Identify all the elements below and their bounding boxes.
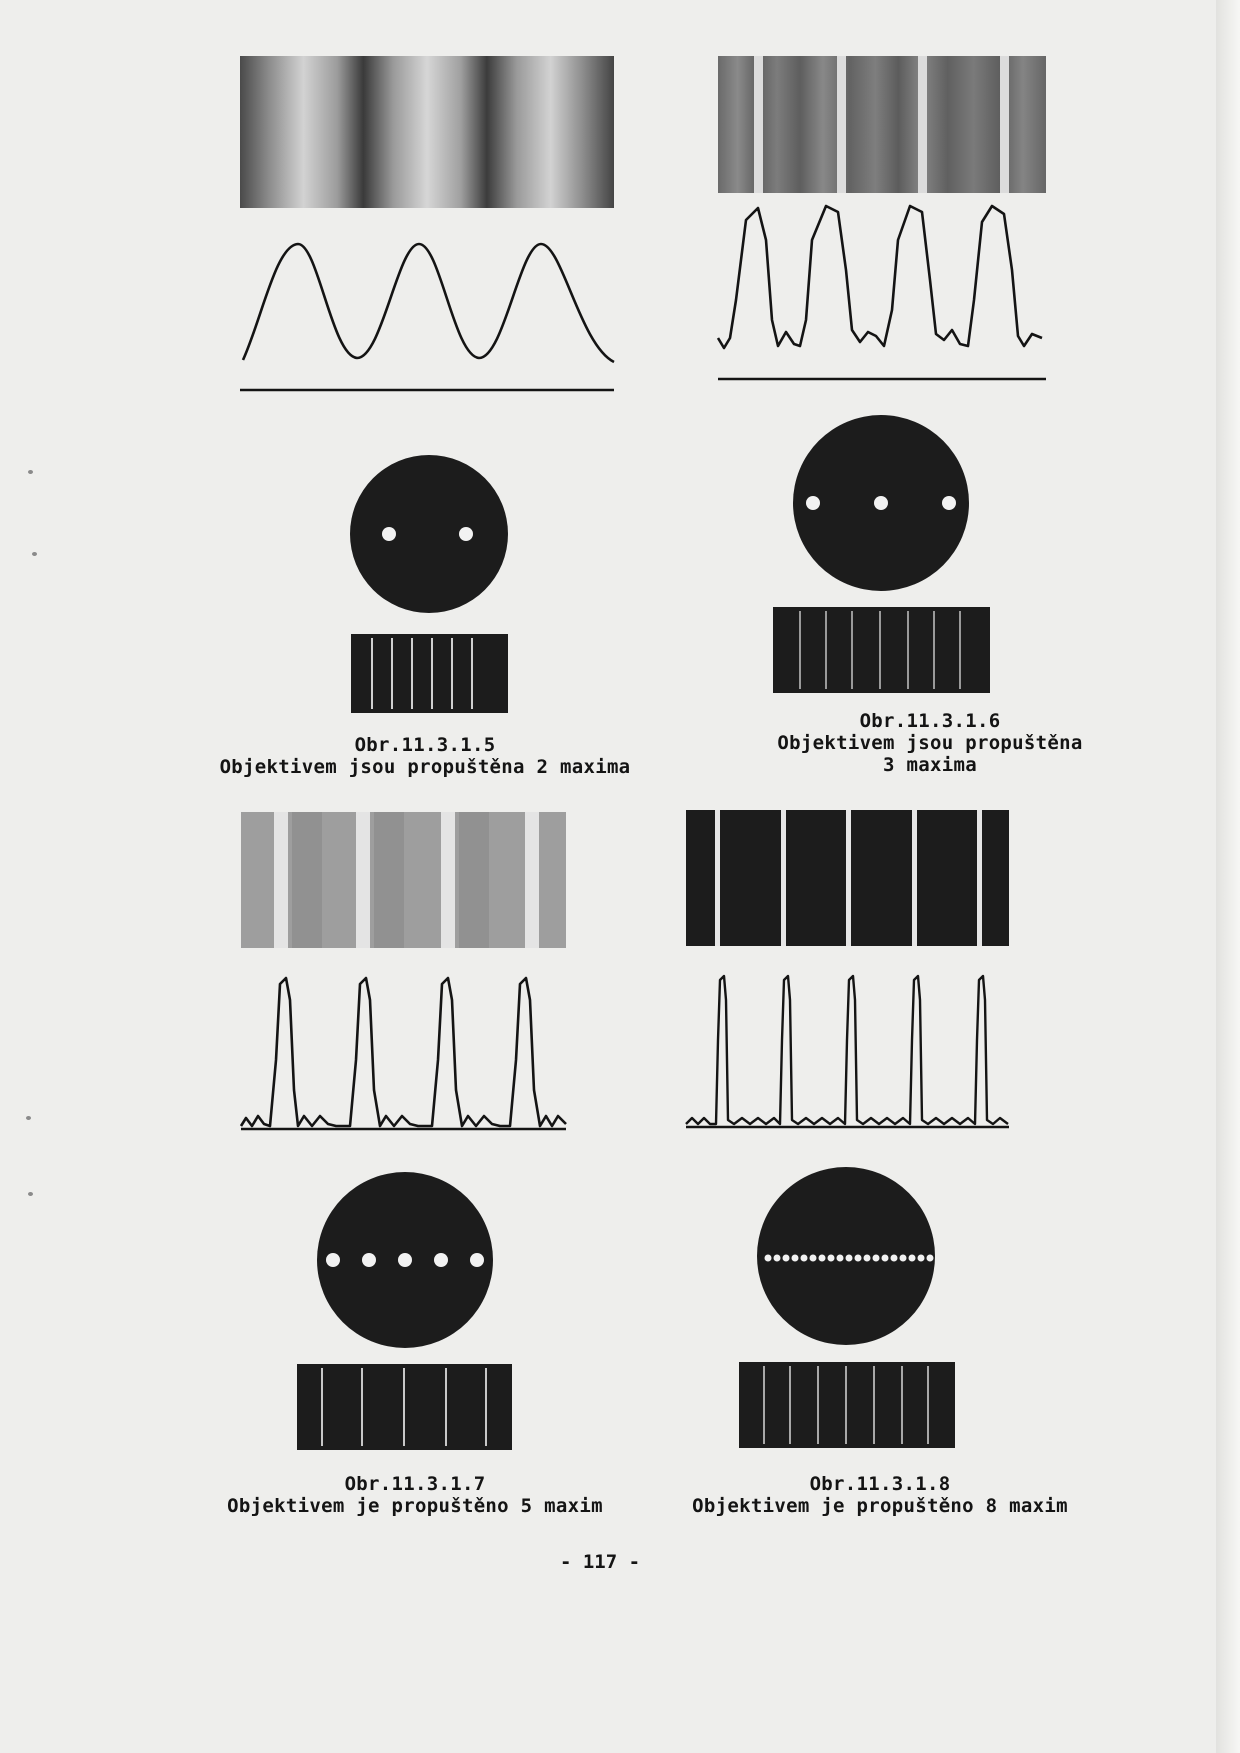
grating-object: [773, 607, 990, 693]
figure-label: Obr.11.3.1.5: [354, 734, 496, 756]
caption-11-3-1-8: [640, 1473, 1120, 1517]
caption-11-3-1-7: [190, 1473, 640, 1517]
diffraction-maximum: [382, 527, 396, 541]
figure-label: Obr.11.3.1.6: [859, 710, 1001, 732]
figure-11-3-1-6: [718, 56, 1046, 693]
figure-11-3-1-8: [686, 810, 1009, 1448]
diffraction-maximum: [459, 527, 473, 541]
scan-speck: [28, 470, 33, 474]
intensity-strip-2-maxima: [240, 56, 614, 208]
intensity-profile-3-maxima: [718, 206, 1042, 348]
figure-caption: Objektivem jsou propuštěna 2 maxima: [219, 756, 631, 778]
aperture-disc: [350, 455, 508, 613]
caption-11-3-1-6: [660, 710, 1200, 776]
figure-caption: Objektivem je propuštěno 8 maxim: [692, 1495, 1068, 1517]
page-number: - 117 -: [559, 1551, 641, 1573]
strip-grey-bands: [292, 812, 489, 948]
intensity-profile-2-maxima: [243, 244, 614, 362]
figure-label: Obr.11.3.1.8: [809, 1473, 951, 1495]
diffraction-maximum: [874, 496, 888, 510]
diffraction-maximum: [806, 496, 820, 510]
figure-caption: Objektivem je propuštěno 5 maxim: [227, 1495, 603, 1517]
figure-11-3-1-7: [241, 812, 566, 1450]
figure-label: Obr.11.3.1.7: [344, 1473, 486, 1495]
scan-speck: [26, 1116, 31, 1120]
caption-11-3-1-5: [170, 734, 680, 778]
scan-speck: [28, 1192, 33, 1196]
figure-caption-line2: 3 maxima: [883, 754, 977, 776]
intensity-strip-3-maxima: [718, 56, 1046, 193]
scan-speck: [32, 552, 37, 556]
figure-11-3-1-5: [240, 56, 614, 713]
intensity-profile-5-maxima: [241, 978, 566, 1126]
grating-object: [351, 634, 508, 713]
diffraction-maximum: [942, 496, 956, 510]
figure-caption-line1: Objektivem jsou propuštěna: [777, 732, 1083, 754]
intensity-profile-8-maxima: [686, 976, 1008, 1124]
